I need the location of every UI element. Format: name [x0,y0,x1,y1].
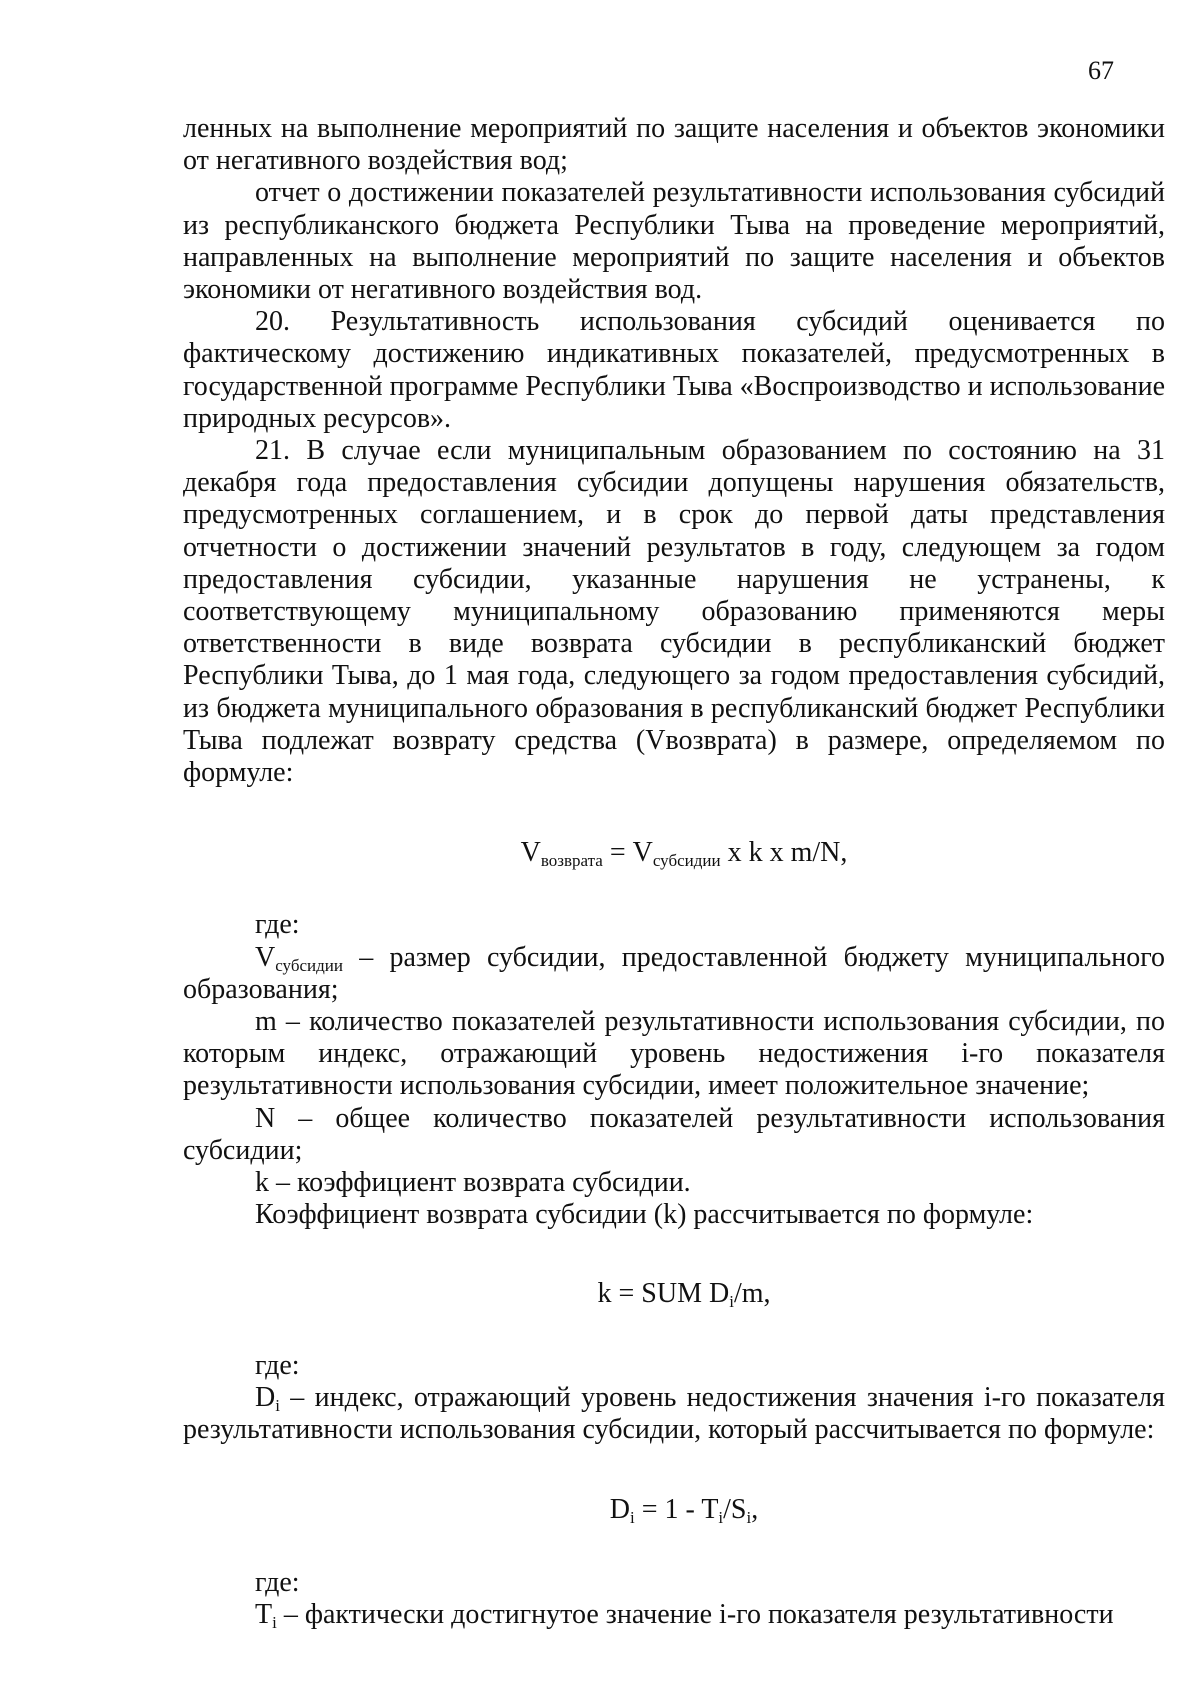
formula-k-sub: i [729,1291,734,1311]
k-intro: Коэффициент возврата субсидии (k) рассчитывается по формуле: [255,1199,1034,1231]
paragraph-21: 21. В случае если муниципальным образованием по состоянию на 31 декабря года предоставления субсидии допущены нарушения обязательств, предусмотренных соглашением, и в срок до первой даты представления отчетности о достижении значений результатов в году, следующем за годом предоставления субсидии, указанные нарушения не устранены, к соответствующему муниципальному образованию применяются меры ответственности в виде возврата субсидии в республиканский бюджет Республики Тыва, до 1 мая года, следующего за годом предоставления субсидий, из бюджета муниципального образования в республиканский бюджет Республики Тыва подлежат возврату средства (Vвозврата) в размере, определяемом по формуле: [183,435,1165,789]
page-number: 67 [1088,56,1114,85]
def-d-text: – индекс, отражающий уровень недостижения значения i-го показателя результативности использования субсидии, который рассчитывается по формуле: [183,1381,1165,1446]
formula-eq: = V [602,837,653,869]
where-label: где: [255,909,300,941]
formula-k-left: k = SUM D [597,1277,730,1309]
formula-d-sub3: i [746,1508,752,1528]
def-v-sub: субсидии [275,955,343,975]
formula-d-sub1: i [629,1508,635,1528]
formula-d-end: , [751,1494,759,1526]
formula-d [183,1494,1165,1526]
where-label-3: где: [255,1566,300,1598]
formula-d-d: D [609,1494,630,1526]
paragraph-report: отчет о достижении показателей результативности использования субсидий из республиканского бюджета Республики Тыва на проведение мероприятий, направленных на выполнение мероприятий по защите населения и объектов экономики от негативного воздействия вод. [183,177,1165,306]
formula-k-right: /m, [733,1277,771,1309]
definition-v-subsidy [183,942,1165,1006]
formula-sub-subsidy: субсидии [652,851,721,871]
document-body [183,113,1165,1631]
formula-v: V [520,837,541,869]
formula-d-slash: /S [723,1494,747,1526]
formula-return-amount [183,837,1165,869]
definition-d [183,1382,1165,1446]
formula-sub-return: возврата [540,851,603,871]
def-t-text: – фактически достигнутое значение i-го показателя результативности [276,1598,1114,1630]
paragraph-20: 20. Результативность использования субсидий оценивается по фактическому достижению индикативных показателей, предусмотренных в государственной программе Республики Тыва «Воспроизводство и использование природных ресурсов». [183,306,1165,434]
formula-d-mid: = 1 - T [634,1494,719,1526]
def-d: D [255,1381,276,1413]
paragraph-continuation: ленных на выполнение мероприятий по защите населения и объектов экономики от негативного воздействия вод; [183,113,1165,177]
definition-k: k – коэффициент возврата субсидии. [255,1167,691,1199]
def-t: T [255,1598,273,1630]
def-v: V [255,941,276,973]
def-d-sub: i [275,1395,280,1415]
def-v-text: – размер субсидии, предоставленной бюджету муниципального образования; [183,941,1165,1005]
definition-n: N – общее количество показателей результативности использования субсидии; [183,1102,1165,1166]
formula-k [183,1278,1165,1310]
where-label-2: где: [255,1349,300,1381]
formula-d-sub2: i [718,1508,724,1528]
definition-m: m – количество показателей результативности использования субсидии, по которым индекс, отражающий уровень недостижения i-го показателя результативности использования субсидии, имеет положительное значение; [183,1006,1165,1102]
def-t-sub: i [272,1612,277,1632]
formula-rest: x k x m/N, [720,837,848,869]
definition-t [183,1599,1165,1631]
